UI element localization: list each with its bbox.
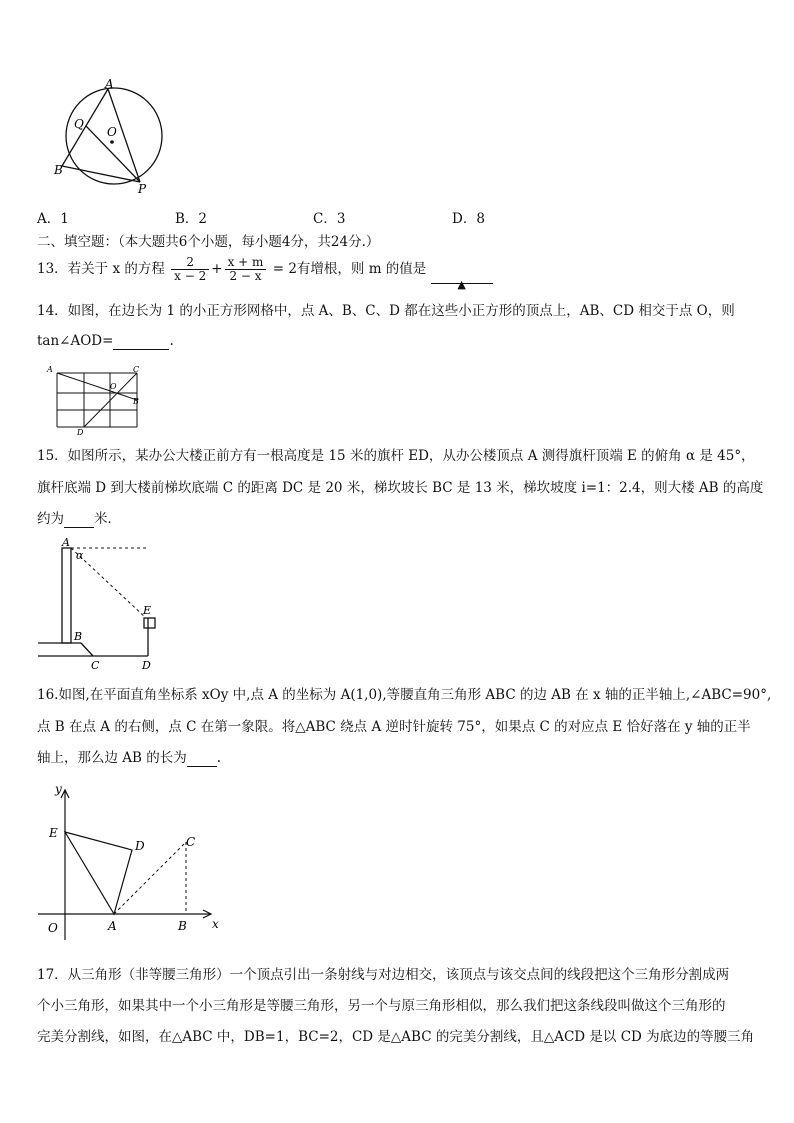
- q13-fraction-1: [171, 256, 209, 283]
- grid-label-b: B: [133, 397, 139, 406]
- q13-fraction-2: [225, 256, 267, 283]
- building-label-a: A: [62, 536, 70, 549]
- q13-frac2-den: 2 − x: [229, 269, 262, 283]
- question-14-line-1: 14．如图，在边长为 1 的小正方形网格中，点 A、B、C、D 都在这些小正方形的顶点上，AB、CD 相交于点 O，则: [37, 303, 735, 319]
- building-label-d: D: [142, 659, 151, 672]
- question-17-line-3: 完美分割线，如图，在△ABC 中，DB=1，BC=2，CD 是△ABC 的完美分割线，且△ACD 是以 CD 为底边的等腰三角: [37, 1029, 755, 1045]
- answer-triangle-icon: ▲: [457, 278, 466, 291]
- coordinate-figure: [36, 780, 236, 940]
- coord-label-b: B: [178, 919, 187, 933]
- q13-answer-blank[interactable]: [431, 269, 493, 291]
- q16-prefix: 轴上，那么边 AB 的长为: [37, 750, 187, 766]
- question-14-line-2: [37, 332, 174, 350]
- label-b: B: [54, 163, 63, 177]
- label-q: Q: [74, 117, 84, 131]
- q15-prefix: 约为: [37, 511, 64, 527]
- q15-answer-blank[interactable]: [64, 513, 94, 528]
- q13-suffix: 有增根，则 m 的值是: [296, 261, 427, 277]
- q15-suffix: 米．: [94, 511, 121, 527]
- option-a[interactable]: A．1: [37, 211, 69, 227]
- grid-label-a: A: [47, 365, 53, 374]
- option-b[interactable]: B．2: [175, 211, 208, 227]
- option-d[interactable]: D．8: [452, 211, 485, 227]
- label-o: O: [107, 125, 117, 139]
- coord-label-d: D: [135, 839, 145, 853]
- grid-label-d: D: [77, 428, 84, 436]
- question-15-line-2: 旗杆底端 D 到大楼前梯坎底端 C 的距离 DC 是 20 米，梯坎坡长 BC 是 13 米，梯坎坡度 i=1：2.4，则大楼 AB 的高度: [37, 480, 764, 496]
- section-title: 二、填空题：（本大题共6个小题，每小题4分，共24分.）: [37, 234, 380, 250]
- label-a: A: [105, 78, 114, 91]
- option-c[interactable]: C．3: [313, 211, 346, 227]
- coord-label-o: O: [48, 921, 58, 935]
- q14-period: .: [169, 333, 174, 349]
- grid-label-c: C: [133, 365, 140, 374]
- question-15-line-3: [37, 510, 121, 528]
- axis-label-x: x: [212, 917, 219, 931]
- q14-tan-label: tan∠AOD=: [37, 333, 114, 349]
- question-13: [37, 254, 493, 291]
- question-16-line-2: 点 B 在点 A 的右侧，点 C 在第一象限。将△ABC 绕点 A 逆时针旋转 75°，如果点 C 的对应点 E 恰好落在 y 轴的正半: [37, 719, 751, 735]
- q16-suffix: .: [216, 750, 222, 766]
- q13-frac1-num: 2: [171, 256, 209, 270]
- building-label-b: B: [74, 630, 83, 643]
- question-16-line-3: [37, 749, 221, 767]
- q13-prefix: 13．若关于 x 的方程: [37, 261, 165, 277]
- question-15-line-1: 15．如图所示，某办公大楼正前方有一根高度是 15 米的旗杆 ED，从办公楼顶点 A 测得旗杆顶端 E 的俯角 α 是 45°，: [37, 448, 755, 464]
- q13-equals: = 2: [272, 261, 297, 277]
- alpha-label: α: [76, 549, 84, 562]
- question-17-line-1: 17．从三角形（非等腰三角形）一个顶点引出一条射线与对边相交，该顶点与该交点间的线段把这个三角形分割成两: [37, 967, 730, 983]
- building-label-e: E: [143, 604, 152, 617]
- q13-plus: +: [211, 261, 223, 277]
- coord-label-c: C: [186, 835, 196, 849]
- building-flagpole-figure: [36, 536, 166, 674]
- grid-label-o: O: [110, 382, 117, 391]
- question-17-line-2: 个小三角形，如果其中一个小三角形是等腰三角形，另一个与原三角形相似，那么我们把这条线段叫做这个三角形的: [37, 998, 726, 1014]
- axis-label-y: y: [55, 782, 62, 796]
- coord-label-e: E: [49, 826, 58, 840]
- question-16-line-1: 16.如图,在平面直角坐标系 xOy 中,点 A 的坐标为 A(1,0),等腰直角三角形 ABC 的边 AB 在 x 轴的正半轴上,∠ABC=90°,: [37, 687, 772, 703]
- coord-label-a: A: [108, 919, 117, 933]
- grid-figure: [44, 364, 154, 436]
- q13-frac1-den: x − 2: [174, 269, 207, 283]
- building-label-c: C: [91, 659, 100, 672]
- q16-answer-blank[interactable]: [187, 752, 217, 767]
- label-p: P: [138, 182, 147, 196]
- circle-triangle-figure: [48, 78, 168, 198]
- q13-frac2-num: x + m: [225, 256, 267, 270]
- q14-answer-blank[interactable]: [113, 335, 169, 350]
